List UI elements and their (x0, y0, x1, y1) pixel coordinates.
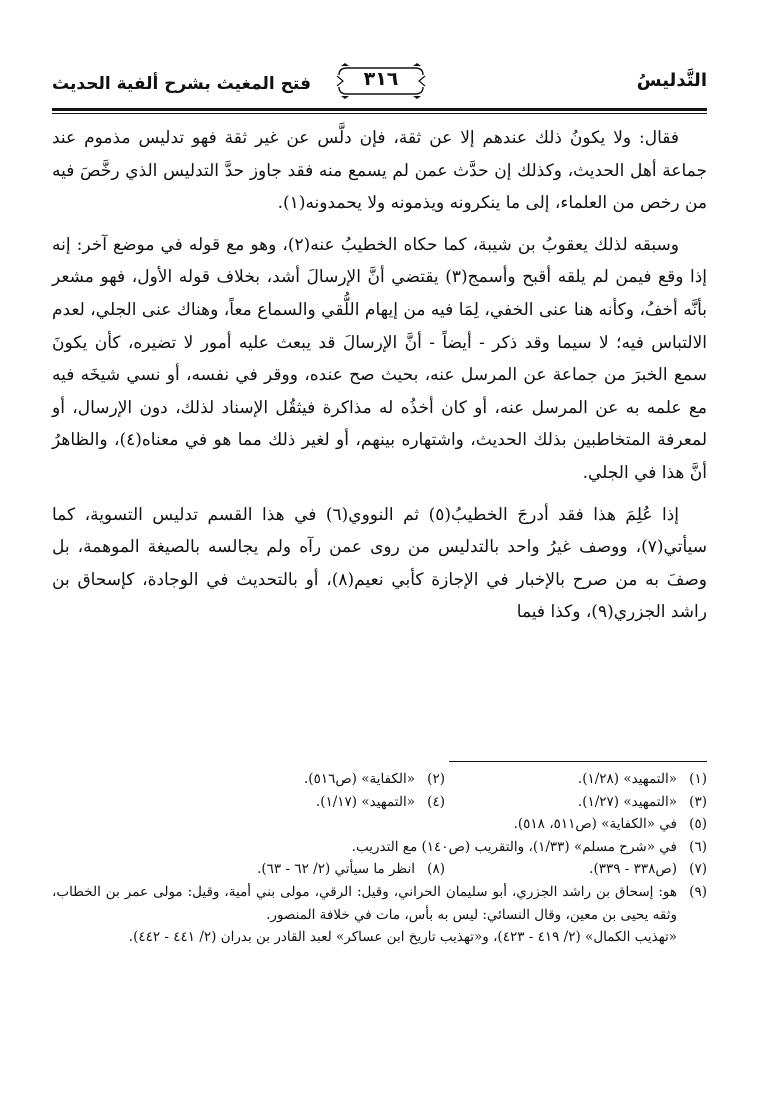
paragraph-3: إذا عُلِمَ هذا فقد أدرجَ الخطيبُ(٥) ثم النووي(٦) في هذا القسم تدليس التسوية، كما سيأتي(٧)، ووصف غيرُ واحد بالتدليس من روى عمن رآه ولم يجالسه بالصيغة الموهمة، بل وصفَ به من صرح بالإخبار في الإجازة كأبي نعيم(٨)، أو بالتحديث في الوجادة، كإسحاق بن راشد الجزري(٩)، وكذا فيما (52, 504, 707, 623)
footnote-separator (449, 761, 707, 762)
paragraph-2: وسبقه لذلك يعقوبُ بن شيبة، كما حكاه الخطيبُ عنه(٢)، وهو مع قوله في موضع آخر: إنه إذا وقع فيمن لم يلقه أقبح وأسمج(٣) يقتضي أنَّ الإرسالَ أشد، بخلاف قوله الأول، فهو مشعر بأنَّه أخفُ، وكأنه هنا عنى الخفي، لِمَا فيه من إيهام اللُّقي والسماع معاً، وهناك عنى الجلي، لعدم الالتباس فيه؛ لا سيما وقد ذكر - أيضاً - أنَّ الإرسالَ قد يبعث عليه أمور لا تضيره، كأن يكونَ سمع الخبرَ من جماعة عن المرسل عنه، بحيث صح عنده، ووقر في نفسه، أو نسي شيخَه فيه مع علمه به عن المرسل عنه، أو كان أخذُه له مذاكرة فيثقُل الإسناد لذلك، دون الإرسال، أو لمعرفة المتخاطبين بذلك الحديث، واشتهاره بينهم، أو لغير ذلك مما هو في معناه(٤)، والظاهرُ أنَّ هذا في الجلي. (52, 234, 707, 483)
chapter-title: التَّدليسُ (636, 70, 707, 91)
footnote-row (52, 791, 707, 814)
page-number: ٣١٦ (363, 68, 399, 90)
footnotes (52, 768, 707, 949)
running-header (52, 62, 707, 110)
footnote-7: (٧) (ص٣٣٨ - ٣٣٩). (589, 861, 707, 878)
footnote-9: (٩) هو: إسحاق بن راشد الجزري، أبو سليمان الحراني، وقيل: الرقي، مولى بني أمية، وقيل: مولى عمر بن الخطاب، وثقه يحيى بن معين، وقال النسائي: ليس به بأس، مات في خلافة المنصور. «تهذيب الكمال» (٢/ ٤١٩ - ٤٢٣)، و«تهذيب تاريخ ابن عساكر» لعبد القادر بن بدران (٢/ ٤٤١ - ٤٤٢). (52, 883, 707, 946)
footnote-8: (٨) انظر ما سيأتي (٢/ ٦٢ - ٦٣). (257, 861, 445, 878)
book-title: فتح المغيث بشرح ألفية الحديث (52, 74, 312, 94)
footnote-9-text: هو: إسحاق بن راشد الجزري، أبو سليمان الحراني، وقيل: الرقي، مولى بني أمية، وقيل: مولى عمر بن الخطاب، وثقه يحيى بن معين، وقال النسائي: ليس به بأس، مات في خلافة المنصور. (52, 883, 677, 923)
header-rule-thin (52, 113, 707, 114)
footnote-1: (١) «التمهيد» (١/٢٨). (577, 771, 707, 787)
page-number-frame (335, 62, 427, 100)
footnote-4: (٤) «التمهيد» (١/١٧). (315, 793, 445, 810)
footnote-6: (٦) في «شرح مسلم» (١/٣٣)، والتقريب (ص١٤٠) مع التدريب. (351, 838, 707, 855)
footnote-3: (٣) «التمهيد» (١/٢٧). (577, 793, 707, 810)
paragraph-1: فقال: ولا يكونُ ذلك عندهم إلا عن ثقة، فإن دلَّس عن غير ثقة فهو تدليس مذموم عند جماعة أهل الحديث، وكذلك إن حدَّث عمن لم يسمع منه فقد جاوز حدَّ التدليس الذي رخَّصَ فيه من رخص من العلماء، إلى ما ينكرونه ويذمونه ولا يحمدونه(١). (52, 128, 707, 214)
footnote-row (52, 768, 707, 791)
header-rule-thick (52, 108, 707, 111)
footnote-row (52, 858, 707, 881)
main-text (52, 122, 707, 629)
footnote-9-refs: «تهذيب الكمال» (٢/ ٤١٩ - ٤٢٣)، و«تهذيب تاريخ ابن عساكر» لعبد القادر بن بدران (٢/ ٤٤١ - ٤٤٢). (128, 929, 677, 946)
footnote-5: (٥) في «الكفاية» (ص٥١١، ٥١٨). (513, 816, 707, 833)
footnote-2: (٢) «الكفاية» (ص٥١٦). (304, 771, 445, 787)
